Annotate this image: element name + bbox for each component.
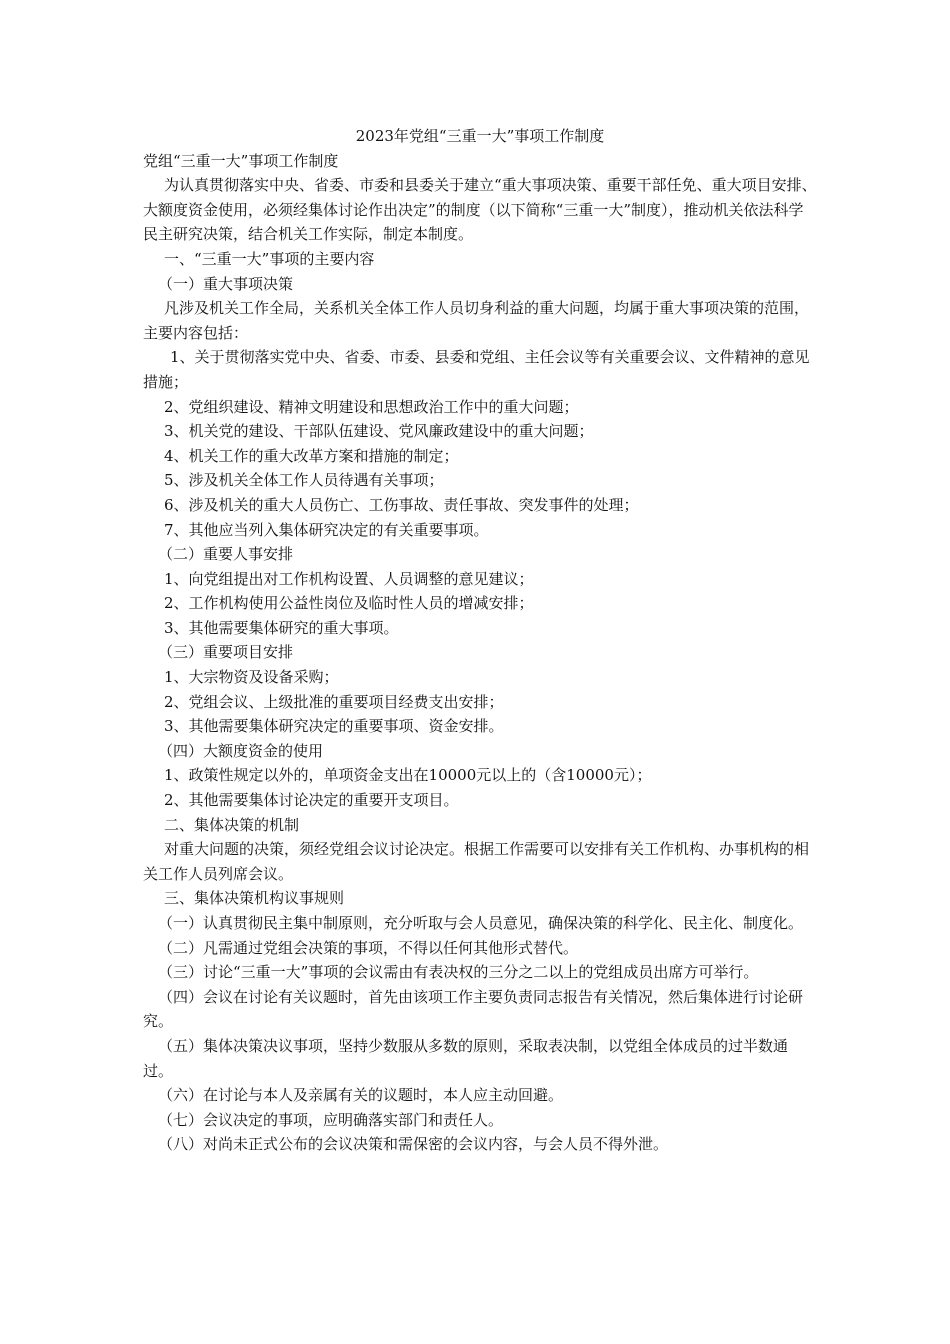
paragraph: 5、涉及机关全体工作人员待遇有关事项； [164,471,444,490]
paragraph: 1、关于贯彻落实党中央、省委、市委、县委和党组、主任会议等有关重要会议、文件精神的意见措施； [143,348,810,391]
paragraph: （二）重要人事安排 [158,545,294,564]
paragraph-list [143,149,817,1157]
paragraph: （四）大额度资金的使用 [158,741,324,760]
paragraph: （五）集体决策决议事项，坚持少数服从多数的原则，采取表决制，以党组全体成员的过半数通过。 [143,1036,789,1080]
paragraph: 对重大问题的决策，须经党组会议讨论决定。根据工作需要可以安排有关工作机构、办事机构的相关工作人员列席会议。 [143,840,810,883]
paragraph: 2、党组会议、上级批准的重要项目经费支出安排； [164,692,504,711]
paragraph: （二）凡需通过党组会决策的事项，不得以任何其他形式替代。 [158,938,579,957]
paragraph: 凡涉及机关工作全局，关系机关全体工作人员切身利益的重大问题，均属于重大事项决策的范围，主要内容包括： [143,299,810,342]
paragraph: （三）讨论“三重一大”事项的会议需由有表决权的三分之二以上的党组成员出席方可举行。 [158,963,759,982]
paragraph: 3、机关党的建设、干部队伍建设、党风廉政建设中的重大问题； [164,422,594,441]
paragraph: 3、其他需要集体研究的重大事项。 [164,618,399,637]
paragraph: 三、集体决策机构议事规则 [164,889,345,908]
paragraph: 6、涉及机关的重大人员伤亡、工伤事故、责任事故、突发事件的处理； [164,495,639,514]
paragraph: 7、其他应当列入集体研究决定的有关重要事项。 [164,520,489,539]
document-body [143,124,817,1157]
paragraph: （四）会议在讨论有关议题时，首先由该项工作主要负责同志报告有关情况，然后集体进行讨论研究。 [143,987,804,1031]
paragraph: 2、工作机构使用公益性岗位及临时性人员的增减安排； [164,594,534,613]
paragraph: 一、“三重一大”事项的主要内容 [164,249,375,268]
paragraph: 3、其他需要集体研究决定的重要事项、资金安排。 [164,717,504,736]
paragraph: （七）会议决定的事项，应明确落实部门和责任人。 [158,1110,504,1129]
paragraph: 1、向党组提出对工作机构设置、人员调整的意见建议； [164,569,534,588]
paragraph: （一）重大事项决策 [158,274,294,293]
paragraph: 4、机关工作的重大改革方案和措施的制定； [164,446,459,465]
paragraph: （六）在讨论与本人及亲属有关的议题时，本人应主动回避。 [158,1086,564,1105]
paragraph: 为认真贯彻落实中央、省委、市委和县委关于建立“重大事项决策、重要干部任免、重大项目安排、大额度资金使用，必须经集体讨论作出决定”的制度（以下简称“三重一大”制度），推动机关依法科学民主研究决策，结合机关工作实际，制定本制度。 [143,176,817,244]
paragraph: 1、政策性规定以外的，单项资金支出在10000元以上的（含10000元）； [164,766,652,785]
paragraph: （一）认真贯彻民主集中制原则，充分听取与会人员意见，确保决策的科学化、民主化、制度化。 [158,914,804,932]
paragraph: 二、集体决策的机制 [164,815,300,834]
paragraph: （八）对尚未正式公布的会议决策和需保密的会议内容，与会人员不得外泄。 [158,1135,669,1154]
paragraph: 2、党组织建设、精神文明建设和思想政治工作中的重大问题； [164,397,579,416]
paragraph: 1、大宗物资及设备采购； [164,668,339,687]
document-title: 2023年党组“三重一大”事项工作制度 [355,127,605,145]
document-subtitle: 党组“三重一大”事项工作制度 [143,151,339,170]
paragraph: （三）重要项目安排 [158,643,294,662]
paragraph: 2、其他需要集体讨论决定的重要开支项目。 [164,791,459,810]
